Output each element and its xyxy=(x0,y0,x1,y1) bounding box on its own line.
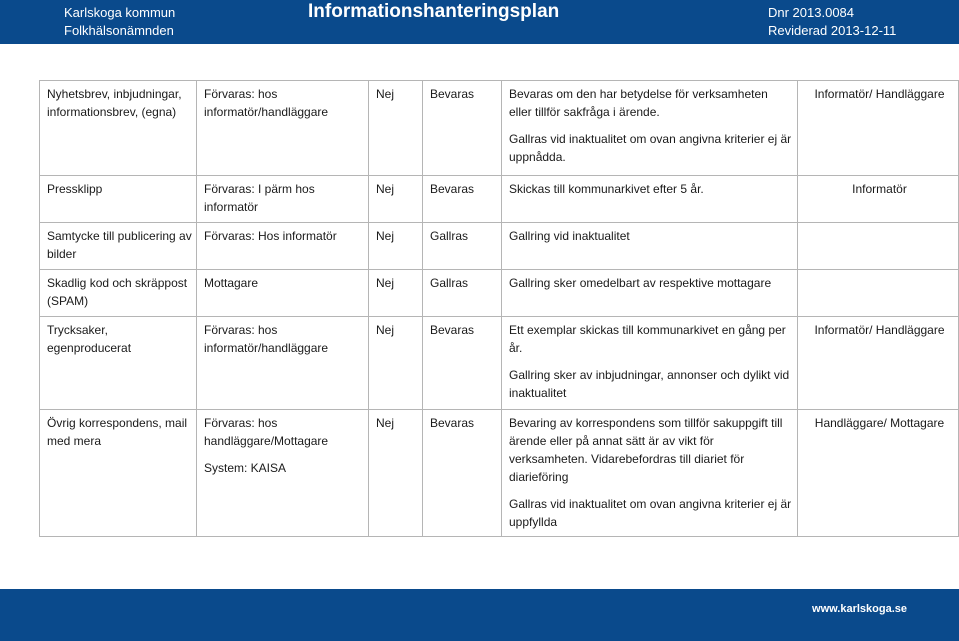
cell-responsible xyxy=(798,81,959,176)
cell-notes-text: Skickas till kommunarkivet efter 5 år. xyxy=(509,182,704,196)
cell-notes-text: Bevaring av korrespondens som tillför sakuppgift till ärende eller på annat sätt är av vikt för verksamheten. Vidarebefordras till diariet för diarieföring xyxy=(509,416,783,484)
cell-information-type-text: Övrig korrespondens, mail med mera xyxy=(47,416,188,448)
footer-url[interactable]: www.karlskoga.se xyxy=(812,603,907,615)
table-row xyxy=(40,81,959,176)
cell-storage-text: Förvaras: hos handläggare/Mottagare xyxy=(204,416,329,448)
cell-storage-text: Förvaras: hos informatör/handläggare xyxy=(204,87,329,119)
cell-notes-text: Gallras vid inaktualitet om ovan angivna kriterier ej är uppfyllda xyxy=(509,497,792,529)
cell-information-type xyxy=(40,317,197,410)
cell-storage xyxy=(197,270,369,317)
cell-action-text: Gallras xyxy=(430,229,469,243)
cell-notes xyxy=(502,410,798,537)
table-body xyxy=(40,81,959,537)
cell-action xyxy=(423,176,502,223)
cell-responsible-text: Informatör xyxy=(852,182,907,196)
cell-information-type-text: Skadlig kod och skräppost (SPAM) xyxy=(47,276,188,308)
document-number: Dnr 2013.0084 xyxy=(768,5,855,20)
cell-action-text: Bevaras xyxy=(430,323,475,337)
revision-date: Reviderad 2013-12-11 xyxy=(768,23,897,38)
cell-information-type xyxy=(40,81,197,176)
cell-responsible xyxy=(798,270,959,317)
cell-storage-text: Förvaras: hos informatör/handläggare xyxy=(204,323,329,355)
table-row xyxy=(40,270,959,317)
cell-responsible xyxy=(798,176,959,223)
cell-information-type-text: Samtycke till publicering av bilder xyxy=(47,229,192,261)
cell-notes-text: Gallring sker av inbjudningar, annonser och dylikt vid inaktualitet xyxy=(509,368,790,400)
cell-notes xyxy=(502,176,798,223)
cell-registration xyxy=(369,270,423,317)
cell-action xyxy=(423,270,502,317)
cell-action xyxy=(423,317,502,410)
cell-registration-text: Nej xyxy=(376,323,395,337)
cell-storage xyxy=(197,410,369,537)
cell-responsible-text: Informatör/ Handläggare xyxy=(814,87,945,101)
cell-action-text: Bevaras xyxy=(430,416,475,430)
cell-responsible xyxy=(798,223,959,270)
cell-registration xyxy=(369,317,423,410)
cell-registration-text: Nej xyxy=(376,87,395,101)
cell-notes xyxy=(502,223,798,270)
cell-notes xyxy=(502,81,798,176)
cell-registration xyxy=(369,410,423,537)
cell-registration xyxy=(369,223,423,270)
cell-registration-text: Nej xyxy=(376,229,395,243)
cell-action xyxy=(423,223,502,270)
table-row xyxy=(40,223,959,270)
document-title: Informationshanteringsplan xyxy=(308,1,560,22)
cell-action xyxy=(423,410,502,537)
cell-responsible xyxy=(798,317,959,410)
table-row xyxy=(40,176,959,223)
table-row xyxy=(40,317,959,410)
org-name: Karlskoga kommun xyxy=(64,5,176,20)
cell-storage xyxy=(197,223,369,270)
page-footer xyxy=(0,589,959,641)
cell-information-type xyxy=(40,223,197,270)
cell-responsible-text: Informatör/ Handläggare xyxy=(814,323,945,337)
cell-notes xyxy=(502,270,798,317)
header-right xyxy=(768,4,896,40)
cell-registration xyxy=(369,176,423,223)
page-header xyxy=(0,0,959,44)
cell-action-text: Bevaras xyxy=(430,182,475,196)
cell-information-type-text: Nyhetsbrev, inbjudningar, informationsbrev, (egna) xyxy=(47,87,182,119)
cell-storage-text: Förvaras: Hos informatör xyxy=(204,229,337,243)
cell-information-type xyxy=(40,410,197,537)
cell-notes-text: Ett exemplar skickas till kommunarkivet en gång per år. xyxy=(509,323,786,355)
cell-action xyxy=(423,81,502,176)
cell-notes-text: Gallring vid inaktualitet xyxy=(509,229,630,243)
cell-action-text: Bevaras xyxy=(430,87,475,101)
cell-information-type-text: Trycksaker, egenproducerat xyxy=(47,323,132,355)
cell-storage-text: Mottagare xyxy=(204,276,259,290)
cell-responsible xyxy=(798,410,959,537)
cell-action-text: Gallras xyxy=(430,276,469,290)
cell-registration xyxy=(369,81,423,176)
information-plan-table xyxy=(39,80,959,537)
cell-information-type-text: Pressklipp xyxy=(47,182,103,196)
cell-storage xyxy=(197,176,369,223)
cell-registration-text: Nej xyxy=(376,182,395,196)
cell-notes-text: Gallring sker omedelbart av respektive mottagare xyxy=(509,276,772,290)
table-row xyxy=(40,410,959,537)
department-name: Folkhälsonämnden xyxy=(64,23,174,38)
cell-registration-text: Nej xyxy=(376,276,395,290)
cell-storage-text: Förvaras: I pärm hos informatör xyxy=(204,182,315,214)
cell-registration-text: Nej xyxy=(376,416,395,430)
cell-information-type xyxy=(40,176,197,223)
cell-information-type xyxy=(40,270,197,317)
header-left xyxy=(64,4,175,40)
cell-storage xyxy=(197,317,369,410)
cell-responsible-text: Handläggare/ Mottagare xyxy=(814,416,945,430)
cell-notes-text: Gallras vid inaktualitet om ovan angivna kriterier ej är uppnådda. xyxy=(509,132,792,164)
cell-storage-text: System: KAISA xyxy=(204,461,287,475)
cell-notes xyxy=(502,317,798,410)
cell-notes-text: Bevaras om den har betydelse för verksamheten eller tillför sakfråga i ärende. xyxy=(509,87,768,119)
cell-storage xyxy=(197,81,369,176)
